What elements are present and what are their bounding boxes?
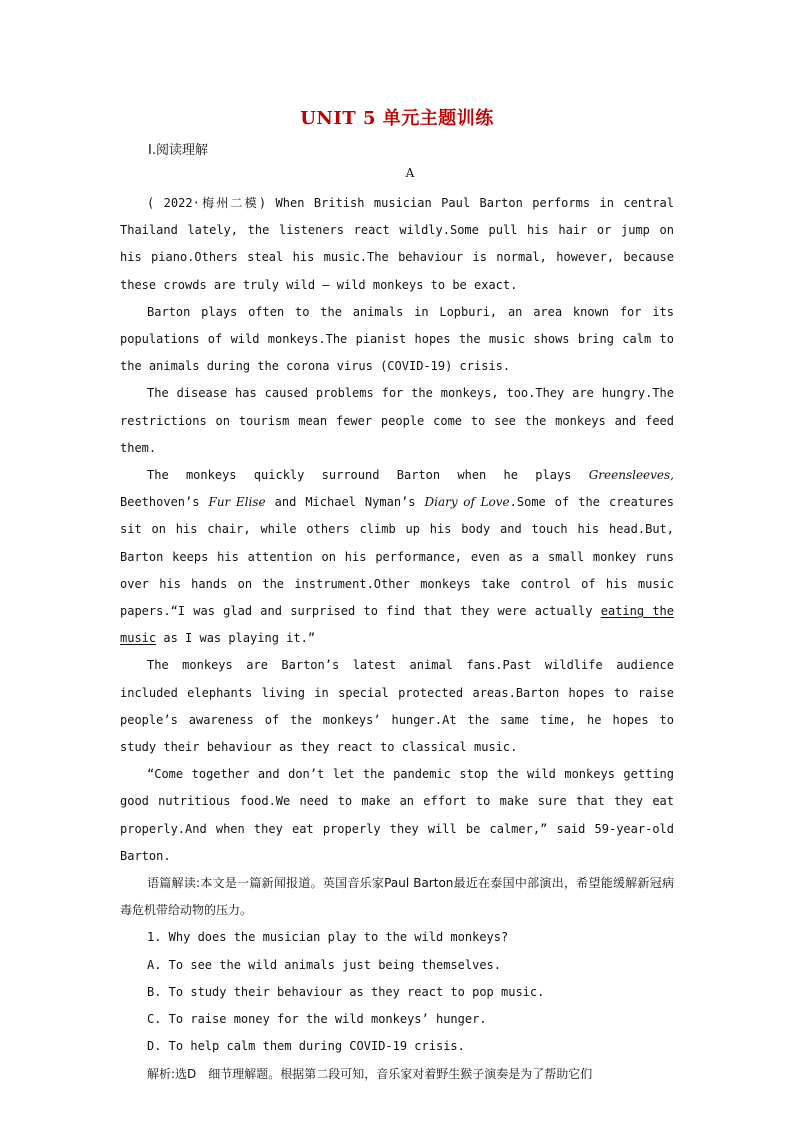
p4-text-e: as I was playing it.” (156, 631, 316, 646)
page-title: UNIT 5 单元主题训练 (300, 108, 494, 129)
paragraph-4 (120, 462, 674, 652)
option-d: D. To help calm them during COVID-19 crisis. (147, 1039, 465, 1054)
paragraph-3: The disease has caused problems for the monkeys, too.They are hungry.The restrictions on tourism mean fewer people come to see the monkeys and feed them. (120, 386, 674, 455)
section-heading: Ⅰ.阅读理解 (148, 143, 208, 158)
option-a: A. To see the wild animals just being themselves. (147, 957, 502, 972)
option-b: B. To study their behaviour as they react to pop music. (147, 984, 545, 999)
song-title-diary-of-love: Diary of Love (424, 495, 510, 510)
song-title-fur-elise: Fur Elise (208, 495, 266, 510)
question-1: 1. Why does the musician play to the wild monkeys? (147, 930, 509, 945)
p4-text-b: Beethoven’s (120, 495, 209, 510)
underlined-phrase: eating the music (120, 604, 674, 646)
paragraph-2: Barton plays often to the animals in Lopburi, an area known for its populations of wild monkeys.The pianist hopes the music shows bring calm to the animals during the corona virus (COVID-19) crisis. (120, 304, 674, 374)
paragraph-6: “Come together and don’t let the pandemic stop the wild monkeys getting good nutritious food.We need to make an effort to make sure that they eat properly.And when they eat properly they will be calmer,” said 59-year-old Barton. (120, 767, 674, 863)
passage-summary: 语篇解读:本文是一篇新闻报道。英国音乐家Paul Barton最近在泰国中部演出，希望能缓解新冠病毒危机带给动物的压力。 (120, 876, 674, 918)
paragraph-5: The monkeys are Barton’s latest animal fans.Past wildlife audience included elephants living in special protected areas.Barton hopes to raise people’s awareness of the monkeys’ hunger.At the same time, he hopes to study their behaviour as they react to classical music. (120, 658, 674, 755)
p4-text-a: The monkeys quickly surround Barton when he plays (147, 468, 589, 483)
passage-label: A (405, 166, 415, 180)
p4-text-c: and Michael Nyman’s (265, 495, 425, 510)
answer-analysis: 解析:选D 细节理解题。根据第二段可知，音乐家对着野生猴子演奏是为了帮助它们 (147, 1066, 593, 1081)
passage-body (120, 190, 674, 1088)
song-title-greensleeves: Greensleeves, (588, 468, 674, 483)
paragraph-1: ( 2022·梅州二模) When British musician Paul Barton performs in central Thailand lately, the listeners react wildly.Some pull his hair or jump on his piano.Others steal his music.The behaviour is normal, however, because these crowds are truly wild — wild monkeys to be exact. (120, 196, 674, 292)
p4-text-d: .Some of the creatures sit on his chair, while others climb up his body and touch his head.But, Barton keeps his attention on his performance, even as a small monkey runs over his hands on the instrument.Other monkeys take control of his music papers.“I was glad and surprised to find that they were actually (120, 495, 674, 619)
option-c: C. To raise money for the wild monkeys’ hunger. (147, 1012, 487, 1027)
